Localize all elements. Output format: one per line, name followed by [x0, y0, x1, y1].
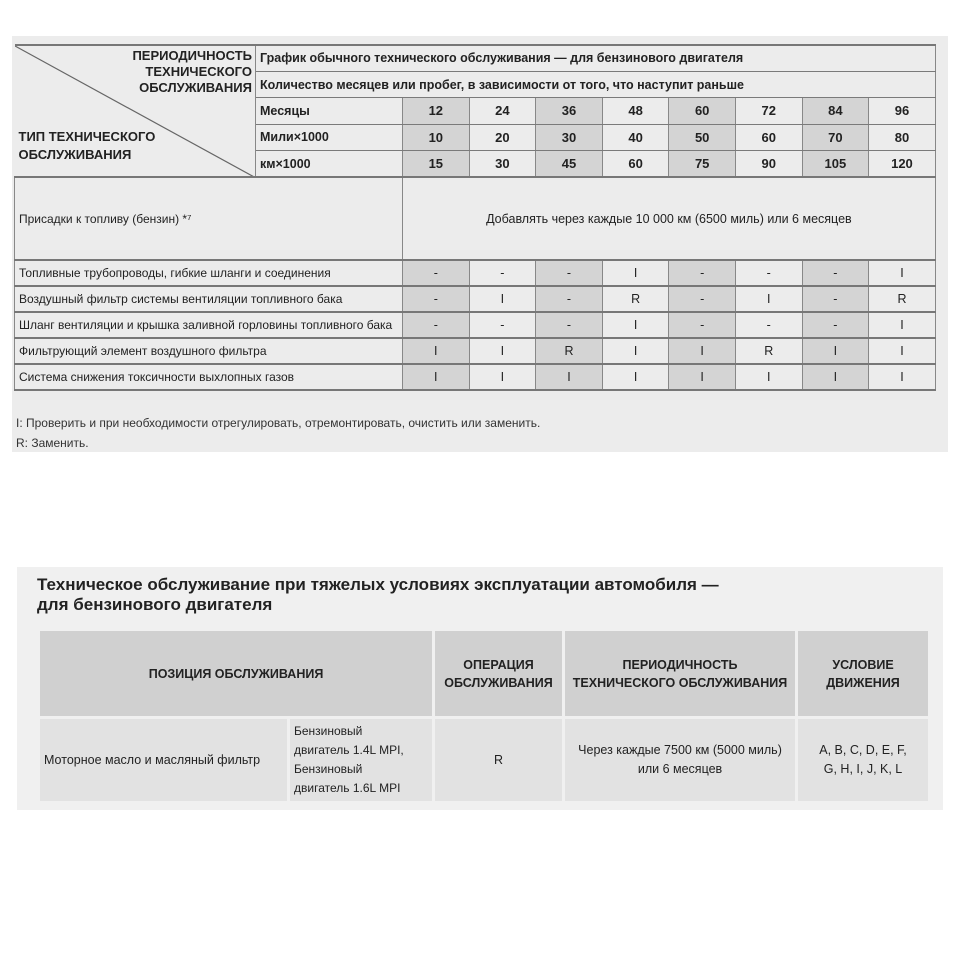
corner-interval-label: ПЕРИОДИЧНОСТЬ ТЕХНИЧЕСКОГО ОБСЛУЖИВАНИЯ	[132, 48, 252, 95]
item-value: I	[735, 286, 802, 312]
item-value: -	[403, 260, 470, 286]
table-row	[15, 286, 936, 312]
item-value: I	[469, 338, 536, 364]
interval-value: 48	[602, 98, 669, 124]
severe-conditions-table	[37, 628, 931, 804]
item-value: -	[403, 312, 470, 338]
maintenance-schedule-table	[14, 44, 936, 391]
interval-value: 45	[536, 151, 603, 177]
item-value: -	[802, 260, 869, 286]
interval-value: 24	[469, 98, 536, 124]
item-value: I	[469, 286, 536, 312]
item-value: I	[536, 364, 603, 390]
item-value: I	[469, 364, 536, 390]
item-value: I	[602, 338, 669, 364]
interval-value: 36	[536, 98, 603, 124]
header-position: ПОЗИЦИЯ ОБСЛУЖИВАНИЯ	[39, 630, 434, 718]
interval-value: 12	[403, 98, 470, 124]
item-value: -	[669, 312, 736, 338]
interval-value: 30	[469, 151, 536, 177]
interval-value: 72	[735, 98, 802, 124]
item-value: I	[403, 338, 470, 364]
header-interval: ПЕРИОДИЧНОСТЬ ТЕХНИЧЕСКОГО ОБСЛУЖИВАНИЯ	[564, 630, 797, 718]
maintenance-schedule-panel	[12, 36, 948, 452]
item-value: -	[536, 312, 603, 338]
interval-value: 80	[869, 124, 936, 150]
item-value: -	[469, 260, 536, 286]
cell-operation: R	[434, 718, 564, 803]
item-value: R	[735, 338, 802, 364]
item-value: I	[602, 312, 669, 338]
interval-label: км×1000	[256, 151, 403, 177]
interval-value: 105	[802, 151, 869, 177]
item-value: -	[802, 286, 869, 312]
interval-value: 60	[669, 98, 736, 124]
item-value: I	[802, 338, 869, 364]
additive-row	[15, 177, 936, 260]
item-value: -	[403, 286, 470, 312]
severe-conditions-panel	[17, 567, 943, 810]
item-value: I	[869, 260, 936, 286]
item-value: -	[802, 312, 869, 338]
interval-value: 15	[403, 151, 470, 177]
item-label: Шланг вентиляции и крышка заливной горловины топливного бака	[15, 312, 403, 338]
item-value: -	[669, 260, 736, 286]
schedule-subtitle: Количество месяцев или пробег, в зависимости от того, что наступит раньше	[256, 71, 936, 97]
interval-value: 20	[469, 124, 536, 150]
interval-label: Мили×1000	[256, 124, 403, 150]
note-inspect: I: Проверить и при необходимости отрегулировать, отремонтировать, очистить или заменить.	[16, 416, 541, 430]
item-value: I	[602, 364, 669, 390]
interval-value: 75	[669, 151, 736, 177]
item-value: I	[403, 364, 470, 390]
interval-value: 70	[802, 124, 869, 150]
table-row	[15, 364, 936, 390]
severe-title: Техническое обслуживание при тяжелых условиях эксплуатации автомобиля — для бензинового двигателя	[37, 575, 719, 614]
cell-interval: Через каждые 7500 км (5000 миль) или 6 месяцев	[564, 718, 797, 803]
corner-type-label: ТИП ТЕХНИЧЕСКОГО ОБСЛУЖИВАНИЯ	[18, 129, 156, 162]
item-value: I	[735, 364, 802, 390]
header-condition: УСЛОВИЕ ДВИЖЕНИЯ	[797, 630, 930, 718]
item-value: R	[602, 286, 669, 312]
additive-value: Добавлять через каждые 10 000 км (6500 миль) или 6 месяцев	[403, 177, 936, 260]
table-row	[15, 312, 936, 338]
header-operation: ОПЕРАЦИЯ ОБСЛУЖИВАНИЯ	[434, 630, 564, 718]
item-value: I	[602, 260, 669, 286]
item-value: I	[869, 312, 936, 338]
diagonal-header-cell	[15, 45, 256, 177]
item-label: Фильтрующий элемент воздушного фильтра	[15, 338, 403, 364]
interval-value: 50	[669, 124, 736, 150]
item-value: -	[735, 312, 802, 338]
interval-value: 40	[602, 124, 669, 150]
schedule-title: График обычного технического обслуживания — для бензинового двигателя	[256, 45, 936, 71]
interval-value: 30	[536, 124, 603, 150]
interval-value: 10	[403, 124, 470, 150]
item-value: -	[469, 312, 536, 338]
interval-value: 60	[735, 124, 802, 150]
cell-condition: A, B, C, D, E, F, G, H, I, J, K, L	[797, 718, 930, 803]
item-label: Система снижения токсичности выхлопных газов	[15, 364, 403, 390]
interval-value: 96	[869, 98, 936, 124]
interval-value: 120	[869, 151, 936, 177]
table-row	[15, 338, 936, 364]
item-value: -	[735, 260, 802, 286]
cell-engine: Бензиновый двигатель 1.4L MPI, Бензиновый двигатель 1.6L MPI	[289, 718, 434, 803]
interval-value: 60	[602, 151, 669, 177]
cell-item: Моторное масло и масляный фильтр	[39, 718, 289, 803]
item-value: -	[536, 286, 603, 312]
note-replace: R: Заменить.	[16, 436, 89, 450]
interval-value: 84	[802, 98, 869, 124]
item-label: Топливные трубопроводы, гибкие шланги и соединения	[15, 260, 403, 286]
item-label: Воздушный фильтр системы вентиляции топливного бака	[15, 286, 403, 312]
interval-value: 90	[735, 151, 802, 177]
table-row	[15, 260, 936, 286]
item-value: -	[536, 260, 603, 286]
item-value: I	[869, 364, 936, 390]
item-value: I	[669, 338, 736, 364]
additive-label: Присадки к топливу (бензин) *⁷	[15, 177, 403, 260]
interval-label: Месяцы	[256, 98, 403, 124]
item-value: R	[536, 338, 603, 364]
item-value: -	[669, 286, 736, 312]
item-value: R	[869, 286, 936, 312]
item-value: I	[869, 338, 936, 364]
item-value: I	[802, 364, 869, 390]
item-value: I	[669, 364, 736, 390]
